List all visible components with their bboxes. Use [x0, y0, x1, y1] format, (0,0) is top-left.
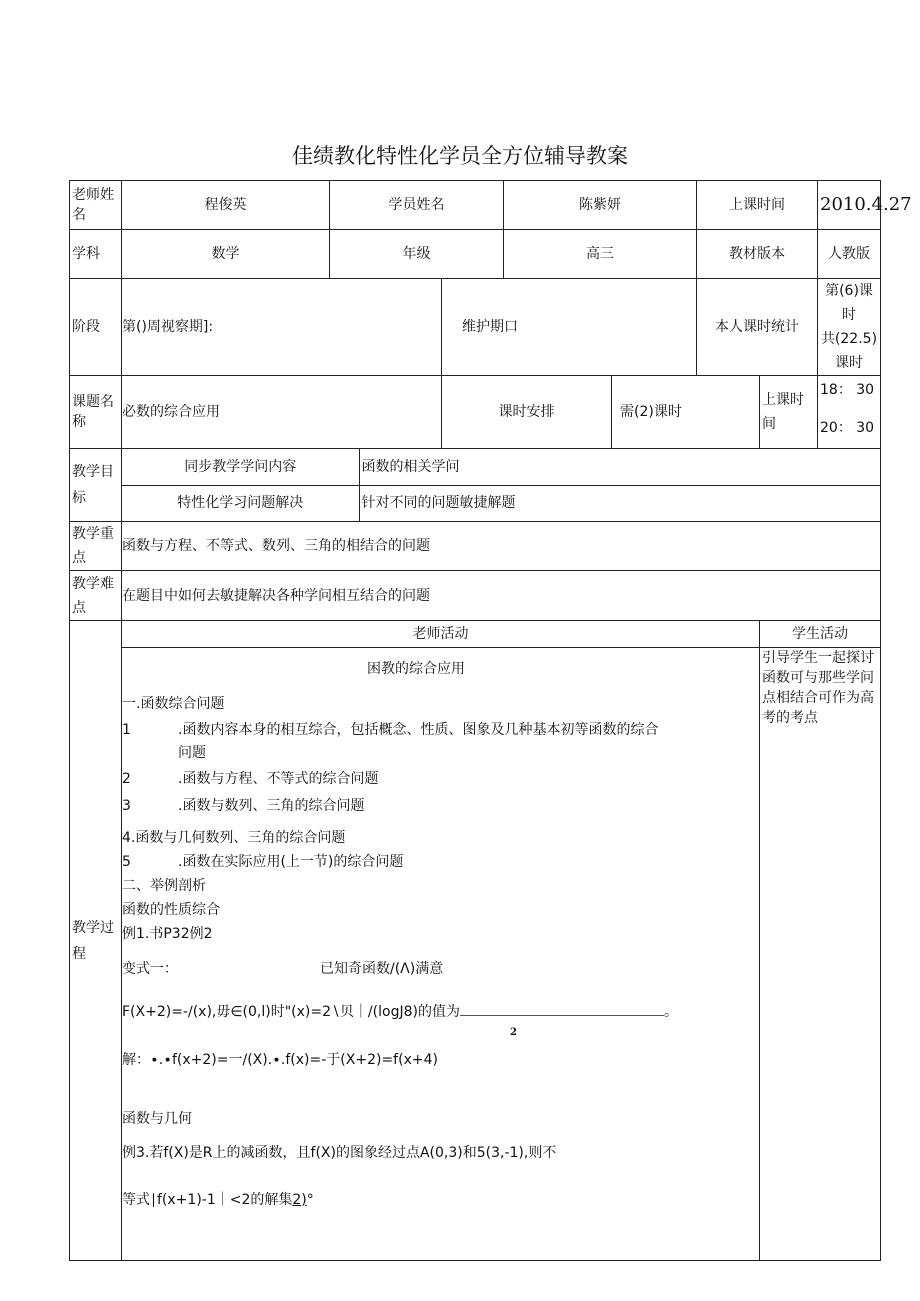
formula1-text: F(X+2)=-∕(x),毋∈(0,l)时"(x)=2∖贝｜∕(logJ8)的值为	[122, 1004, 460, 1020]
solution: 解：∙.∙f(x+2)=一/(X).∙.f(x)=-于(X+2)=f(x+4)	[122, 1052, 438, 1068]
textbook-label: 教材版本	[697, 230, 818, 279]
formula1-end: 。	[663, 1004, 678, 1020]
student-name-label: 学员姓名	[330, 181, 504, 230]
item5-text: .函数在实际应用(上一节)的综合问题	[178, 854, 404, 870]
item4: 4.函数与几何数列、三角的综合问题	[122, 830, 346, 846]
focus-value: 函数与方程、不等式、数列、三角的相结合的问题	[122, 522, 881, 571]
schedule-label: 课时安排	[442, 376, 612, 449]
grade-label: 年级	[330, 230, 504, 279]
row-difficulty	[70, 571, 881, 621]
student-activity-body: 引导学生一起探讨函数可与那些学问点相结合可作为高考的考点	[760, 648, 881, 1261]
answer-blank	[460, 1003, 664, 1016]
inequality-text: 等式∣f(x+1)-1｜<2的解集	[122, 1192, 293, 1208]
formula1	[122, 1003, 678, 1021]
item1	[122, 721, 658, 739]
stage-right: 维护期口	[442, 279, 697, 376]
student-activity-header: 学生活动	[760, 621, 881, 648]
goal2-left: 特性化学习问题解决	[122, 485, 359, 521]
goal-label: 教学目标	[70, 449, 122, 522]
row-stage	[70, 279, 881, 376]
process-heading: 困教的综合应用	[367, 661, 465, 677]
goal2-right: 针对不同的问题敏捷解题	[359, 485, 880, 521]
item5	[122, 853, 403, 871]
hours-label: 本人课时统计	[697, 279, 818, 376]
row-process-body	[70, 648, 881, 1261]
process-label: 教学过程	[70, 621, 122, 1261]
teacher-activity-body	[122, 648, 760, 1261]
stage-label: 阶段	[70, 279, 122, 376]
stage-left: 第()周视察期]:	[122, 279, 442, 376]
lesson-plan-table	[69, 180, 912, 1261]
row-teacher	[70, 181, 881, 230]
hours-current: 第(6)课时	[825, 283, 873, 323]
inequality-end: °	[306, 1192, 314, 1208]
schedule-value: 需(2)课时	[612, 376, 760, 449]
student-name-value: 陈紫妍	[504, 181, 697, 230]
variant-text: 已知奇函数/(Λ)满意	[320, 961, 444, 977]
row-goal	[70, 449, 881, 522]
row-subject	[70, 230, 881, 279]
textbook-value: 人教版	[818, 230, 881, 279]
row-topic	[70, 376, 881, 449]
difficulty-value: 在题目中如何去敏捷解决各种学问相互结合的问题	[122, 571, 881, 621]
item2-num: 2	[122, 771, 131, 787]
document-title: 佳绩教化特性化学员全方位辅导教案	[292, 144, 628, 168]
item5-num: 5	[122, 854, 131, 870]
goal1-left: 同步教学学问内容	[122, 449, 359, 485]
item3-num: 3	[122, 798, 131, 814]
focus-label: 教学重点	[70, 522, 122, 571]
grade-value: 高三	[504, 230, 697, 279]
hours-total: 共(22.5)课时	[820, 331, 878, 371]
item2-text: .函数与方程、不等式的综合问题	[178, 771, 379, 787]
sub1-heading: 函数的性质综合	[122, 902, 220, 918]
time-cell	[818, 376, 881, 449]
time-end: 20： 30	[820, 420, 875, 436]
class-time-value: 2010.4.27	[818, 181, 881, 230]
subject-value: 数学	[122, 230, 330, 279]
item3-text: .函数与数列、三角的综合问题	[178, 798, 365, 814]
example3: 例3.若f(X)是R上的减函数，且f(X)的图象经过点A(0,3)和5(3,-1),则不	[122, 1145, 557, 1161]
formula1-subscript: 2	[510, 1027, 517, 1038]
section2-heading: 二、举例剖析	[122, 878, 206, 894]
inequality-answer: 2)	[292, 1192, 307, 1208]
subject-label: 学科	[70, 230, 122, 279]
item1-num: 1	[122, 722, 131, 738]
difficulty-label: 教学难点	[70, 571, 122, 621]
section1-heading: 一.函数综合问题	[122, 696, 225, 712]
example1: 例1.书P32例2	[122, 926, 213, 942]
goal1-right: 函数的相关学问	[359, 449, 880, 485]
item2	[122, 770, 378, 788]
item1-text: .函数内容本身的相互综合，包括概念、性质、图象及几种基本初等函数的综合	[178, 722, 659, 738]
time-label: 上课时间	[760, 376, 818, 449]
topic-label: 课题名称	[70, 376, 122, 449]
row-process-header	[70, 621, 881, 648]
teacher-activity-header: 老师活动	[122, 621, 760, 648]
topic-value: 必数的综合应用	[122, 376, 442, 449]
goal-inner-table	[122, 449, 880, 521]
time-start: 18： 30	[820, 382, 875, 398]
hours-cell	[818, 279, 881, 376]
item3	[122, 797, 364, 815]
teacher-name-value: 程俊英	[122, 181, 330, 230]
item1-cont: 问题	[178, 745, 206, 761]
variant-label: 变式一：	[122, 961, 178, 977]
class-time-label: 上课时间	[697, 181, 818, 230]
goal-grid	[122, 449, 881, 522]
teacher-name-label: 老师姓名	[70, 181, 122, 230]
sub2-heading: 函数与几何	[122, 1111, 192, 1127]
row-focus	[70, 522, 881, 571]
inequality	[122, 1191, 314, 1209]
